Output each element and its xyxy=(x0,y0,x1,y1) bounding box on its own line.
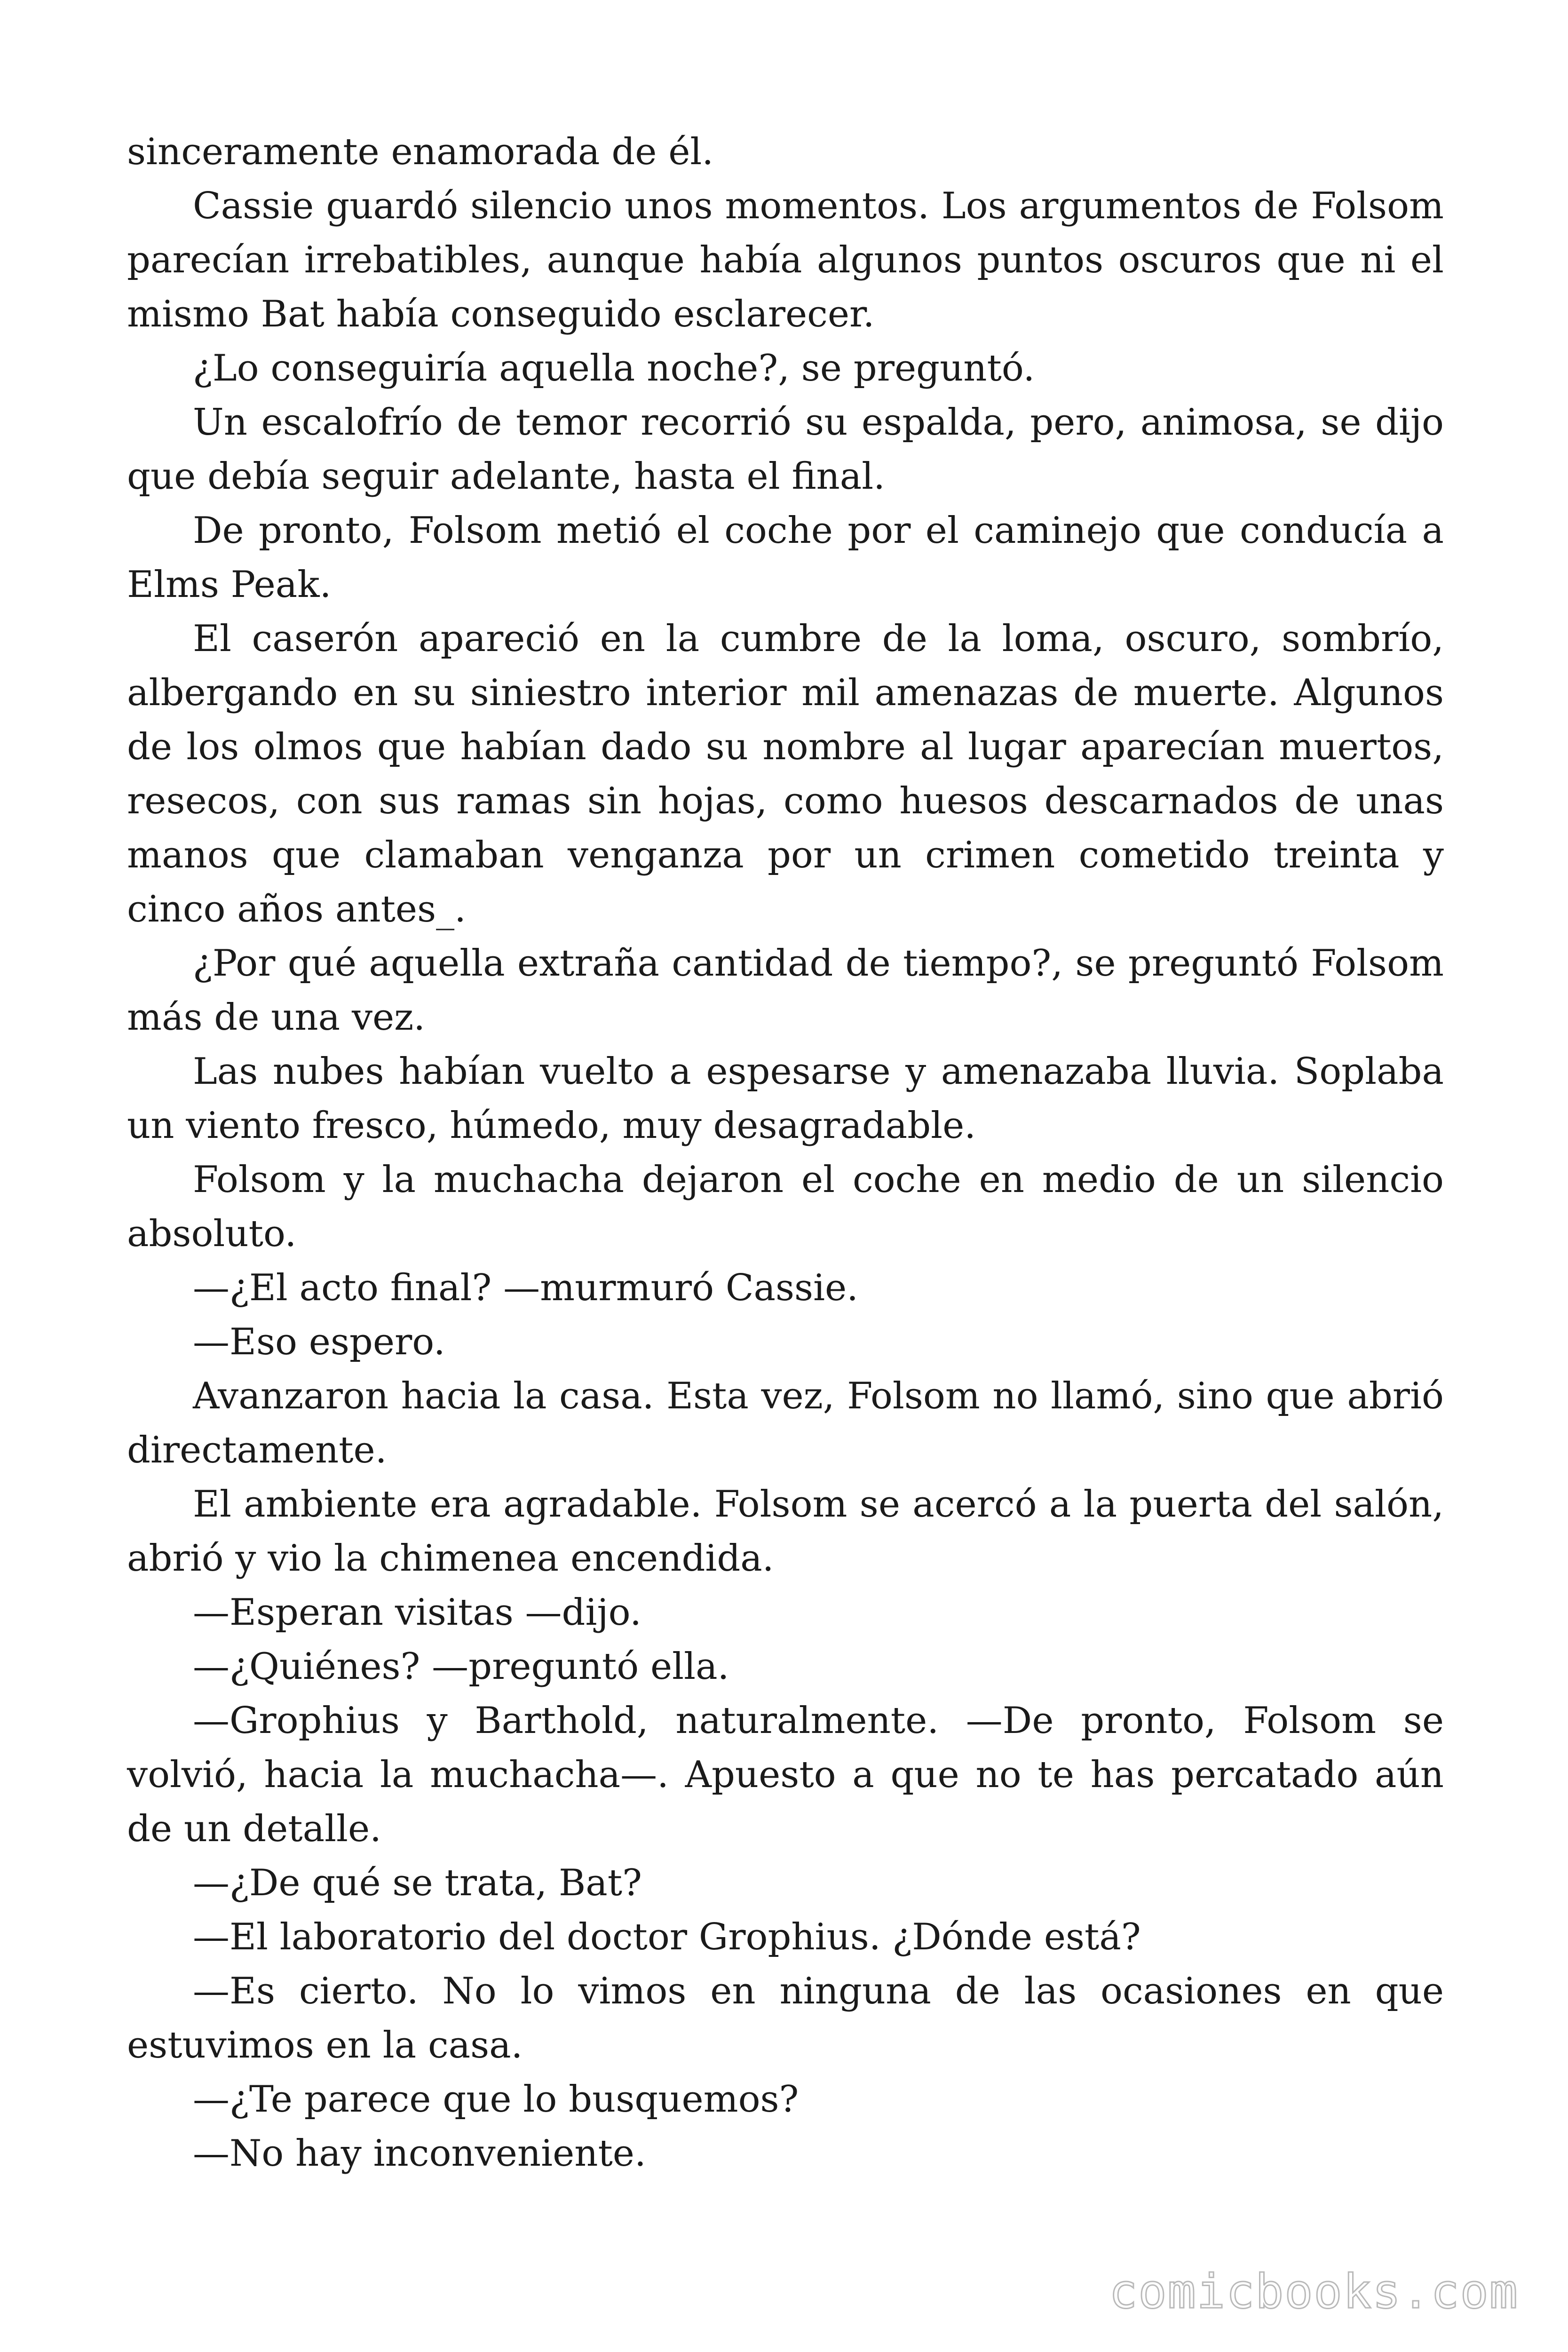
paragraph-continuation: sinceramente enamorada de él. xyxy=(127,131,714,173)
watermark: comicbooks.com xyxy=(1109,2264,1519,2319)
dialogue-line: —El laboratorio del doctor Grophius. ¿Dónde está? xyxy=(193,1916,1141,1958)
paragraph: Avanzaron hacia la casa. Esta vez, Folsom no llamó, sino que abrió directamente. xyxy=(127,1375,1444,1471)
paragraph: Cassie guardó silencio unos momentos. Los argumentos de Folsom parecían irrebatibles, aunque había algunos puntos oscuros que ni el mismo Bat había conseguido esclarecer. xyxy=(127,185,1444,335)
paragraph: Las nubes habían vuelto a espesarse y amenazaba lluvia. Soplaba un viento fresco, húmedo, muy desagradable. xyxy=(127,1050,1444,1147)
dialogue-line: —Grophius y Barthold, naturalmente. —De pronto, Folsom se volvió, hacia la muchacha—. Apuesto a que no te has percatado aún de un detalle. xyxy=(127,1700,1444,1850)
dialogue-line: —¿De qué se trata, Bat? xyxy=(193,1862,642,1904)
dialogue-line: —¿Quiénes? —preguntó ella. xyxy=(193,1645,729,1688)
dialogue-line: —Eso espero. xyxy=(193,1321,445,1363)
paragraph: De pronto, Folsom metió el coche por el caminejo que conducía a Elms Peak. xyxy=(127,509,1444,606)
paragraph: El ambiente era agradable. Folsom se acercó a la puerta del salón, abrió y vio la chimenea encendida. xyxy=(127,1483,1444,1580)
dialogue-line: —¿Te parece que lo busquemos? xyxy=(193,2078,799,2121)
dialogue-line: —Es cierto. No lo vimos en ninguna de las ocasiones en que estuvimos en la casa. xyxy=(127,1970,1444,2066)
paragraph: El caserón apareció en la cumbre de la loma, oscuro, sombrío, albergando en su siniestro interior mil amenazas de muerte. Algunos de los olmos que habían dado su nombre al lugar aparecían muertos, resecos, con sus ramas sin hojas, como huesos descarnados de unas manos que clamaban venganza por un crimen cometido treinta y cinco años antes_. xyxy=(127,618,1444,930)
paragraph: Folsom y la muchacha dejaron el coche en medio de un silencio absoluto. xyxy=(127,1159,1444,1255)
dialogue-line: —¿El acto final? —murmuró Cassie. xyxy=(193,1267,858,1309)
page-body xyxy=(127,125,1444,2181)
paragraph: Un escalofrío de temor recorrió su espalda, pero, animosa, se dijo que debía seguir adelante, hasta el final. xyxy=(127,401,1444,498)
dialogue-line: —Esperan visitas —dijo. xyxy=(193,1591,641,1634)
paragraph: ¿Por qué aquella extraña cantidad de tiempo?, se preguntó Folsom más de una vez. xyxy=(127,942,1444,1039)
dialogue-line: —No hay inconveniente. xyxy=(193,2132,646,2175)
paragraph: ¿Lo conseguiría aquella noche?, se preguntó. xyxy=(193,347,1035,389)
